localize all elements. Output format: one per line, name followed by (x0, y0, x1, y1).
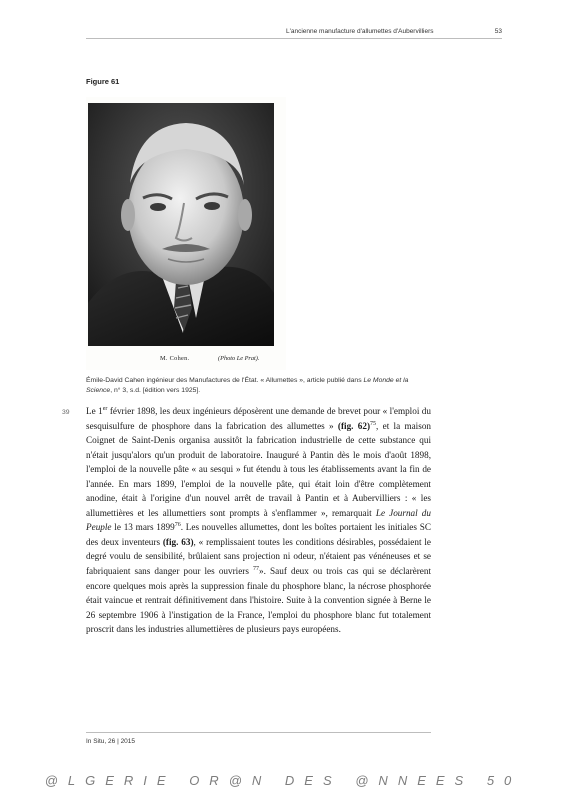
footer-divider (86, 732, 431, 733)
page-number: 53 (494, 28, 502, 35)
running-title: L'ancienne manufacture d'allumettes d'Aubervilliers (286, 28, 434, 35)
footer-journal-ref: In Situ, 26 | 2015 (86, 738, 136, 745)
body-text-1: Le 1 (86, 406, 103, 416)
body-paragraph (86, 404, 431, 637)
photo-caption-name: M. Cohen. (160, 355, 190, 362)
body-text-3: , et la maison Coignet de Saint-Denis organisa aussitôt la fabrication industrielle de cette substance qui n'était jusqu'alors qu'un produit de laboratoire. Inauguré à Pantin dès le mois d'août 1898, l'emploi de la nouvelle pâte « au sesqui » fut étendu à tous les établissements avant la fin de l'année. En mars 1899, l'emploi de la nouvelle pâte, qui était loin d'être complètement anodine, était à l'origine d'un nouvel arrêt de travail à Pantin et à Aubervilliers : « les allumettières et les allumettiers sont prompts à s'enflammer », remarquait (86, 420, 432, 518)
footnote-76[interactable]: 76 (174, 522, 181, 529)
figure-caption-italic: Le Monde et la Science (86, 377, 409, 394)
footnote-75[interactable]: 75 (370, 420, 377, 427)
body-text-2: février 1898, les deux ingénieurs déposèrent une demande de brevet pour « l'emploi du sesquisulfure de phosphore dans la fabrication des allumettes » (86, 406, 431, 431)
figure-caption-text-2: , n° 3, s.d. [édition vers 1925]. (110, 386, 201, 394)
body-text-7: ». Sauf deux ou trois cas qui se déclarèrent encore quelques mois après la suppression finale du phosphore blanc, la nécrose phosphorée était vaincue et rentrait définitivement dans l'histoire. Suite à la convention signée à Berne le 26 septembre 1906 à l'instigation de la France, l'emploi du phosphore blanc fut totalement proscrit dans les industries allumettières de plusieurs pays européens. (86, 566, 431, 635)
journal-title: Le Journal du Peuple (86, 507, 431, 533)
body-text-5: . Les nouvelles allumettes, dont les boîtes portaient les initiales SC des deux inventeurs (86, 522, 431, 547)
figure-label: Figure 61 (86, 77, 120, 86)
figure-caption-text-1: Émile-David Cahen ingénieur des Manufactures de l'État. « Allumettes », article publié dans (86, 377, 364, 384)
portrait-photo (88, 103, 274, 346)
figure-caption (86, 376, 426, 395)
figure-63-reference[interactable]: (fig. 63) (162, 536, 194, 547)
superscript-er: er (102, 405, 108, 412)
body-text-6: , « remplissaient toutes les conditions désirables, possédaient le degré voulu de sensibilité, brûlaient sans projection ni odeur, n'étaient pas vénéneuses et se fabriquaient sans danger pour les ouvriers (86, 536, 431, 577)
watermark: @LGERIE OR@N DES @NNEES 50 (44, 773, 522, 788)
figure-photo-card (86, 97, 286, 370)
running-header (86, 26, 502, 39)
body-text-4: le 13 mars 1899 (111, 522, 175, 533)
paragraph-number: 39 (62, 409, 70, 416)
footnote-77[interactable]: 77 (253, 565, 260, 572)
figure-62-reference[interactable]: (fig. 62) (337, 420, 371, 431)
photo-caption-credit: (Photo Le Prat). (218, 355, 260, 362)
